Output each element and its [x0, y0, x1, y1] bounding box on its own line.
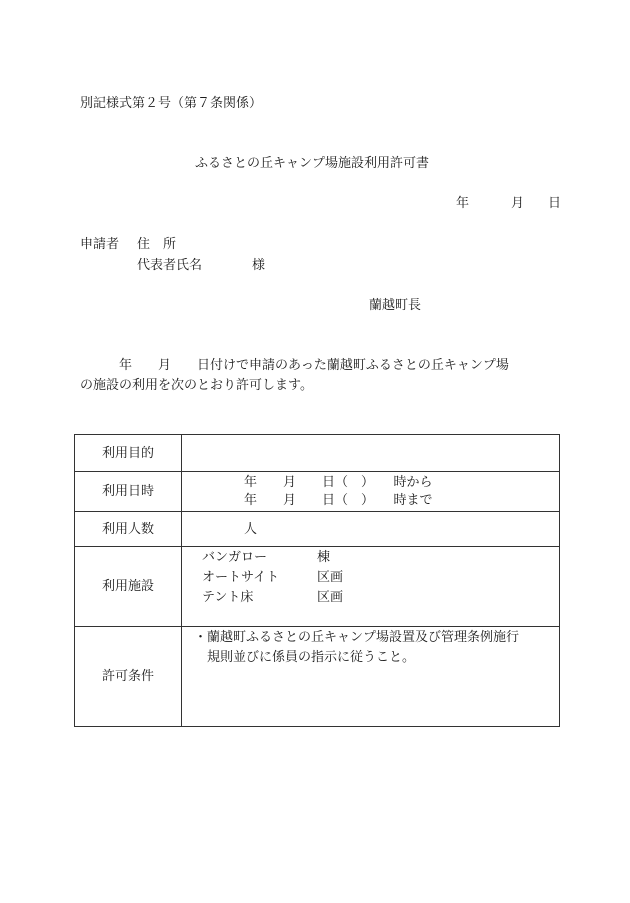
- issuer: 蘭越町長: [369, 298, 422, 313]
- people-unit: 人: [244, 522, 258, 537]
- facility-name: オートサイト: [202, 570, 280, 585]
- table-row: [75, 627, 560, 727]
- people-value: [182, 512, 560, 547]
- facilities-label: 利用施設: [75, 547, 182, 627]
- date-day: 日: [548, 196, 562, 211]
- conditions-value: [182, 627, 560, 727]
- datetime-from: 年 月 日（ ） 時から: [244, 475, 433, 490]
- table-row: [75, 472, 560, 512]
- document-title: ふるさとの丘キャンプ場施設利用許可書: [195, 156, 430, 171]
- datetime-to: 年 月 日（ ） 時まで: [244, 493, 433, 508]
- conditions-label: 許可条件: [75, 627, 182, 727]
- table-row: [75, 547, 560, 627]
- facility-name: バンガロー: [202, 550, 268, 565]
- people-label: 利用人数: [75, 512, 182, 547]
- applicant-label: 申請者: [80, 237, 120, 252]
- condition-line-1: ・蘭越町ふるさとの丘キャンプ場設置及び管理条例施行: [194, 630, 520, 645]
- facility-unit: 区画: [317, 570, 344, 585]
- representative-label: 代表者氏名: [137, 258, 203, 273]
- body-text-line-1: 年 月 日付けで申請のあった蘭越町ふるさとの丘キャンプ場: [106, 358, 509, 373]
- facility-unit: 区画: [317, 590, 344, 605]
- honorific: 様: [252, 258, 266, 273]
- date-month: 月: [511, 196, 525, 211]
- table-row: [75, 435, 560, 472]
- date-year: 年: [456, 196, 470, 211]
- issue-date-line: [456, 197, 561, 210]
- facilities-value: [182, 547, 560, 627]
- form-number: 別記様式第２号（第７条関係）: [80, 96, 263, 111]
- permit-table: [74, 434, 560, 727]
- body-text-line-2: の施設の利用を次のとおり許可します。: [80, 378, 313, 393]
- datetime-value: [182, 472, 560, 512]
- condition-line-2: 規則並びに係員の指示に従うこと。: [207, 650, 416, 665]
- facility-name: テント床: [202, 590, 254, 605]
- datetime-label: 利用日時: [75, 472, 182, 512]
- purpose-value: [182, 435, 560, 472]
- purpose-label: 利用目的: [75, 435, 182, 472]
- table-row: [75, 512, 560, 547]
- address-label: 住 所: [137, 237, 177, 252]
- facility-unit: 棟: [317, 550, 331, 565]
